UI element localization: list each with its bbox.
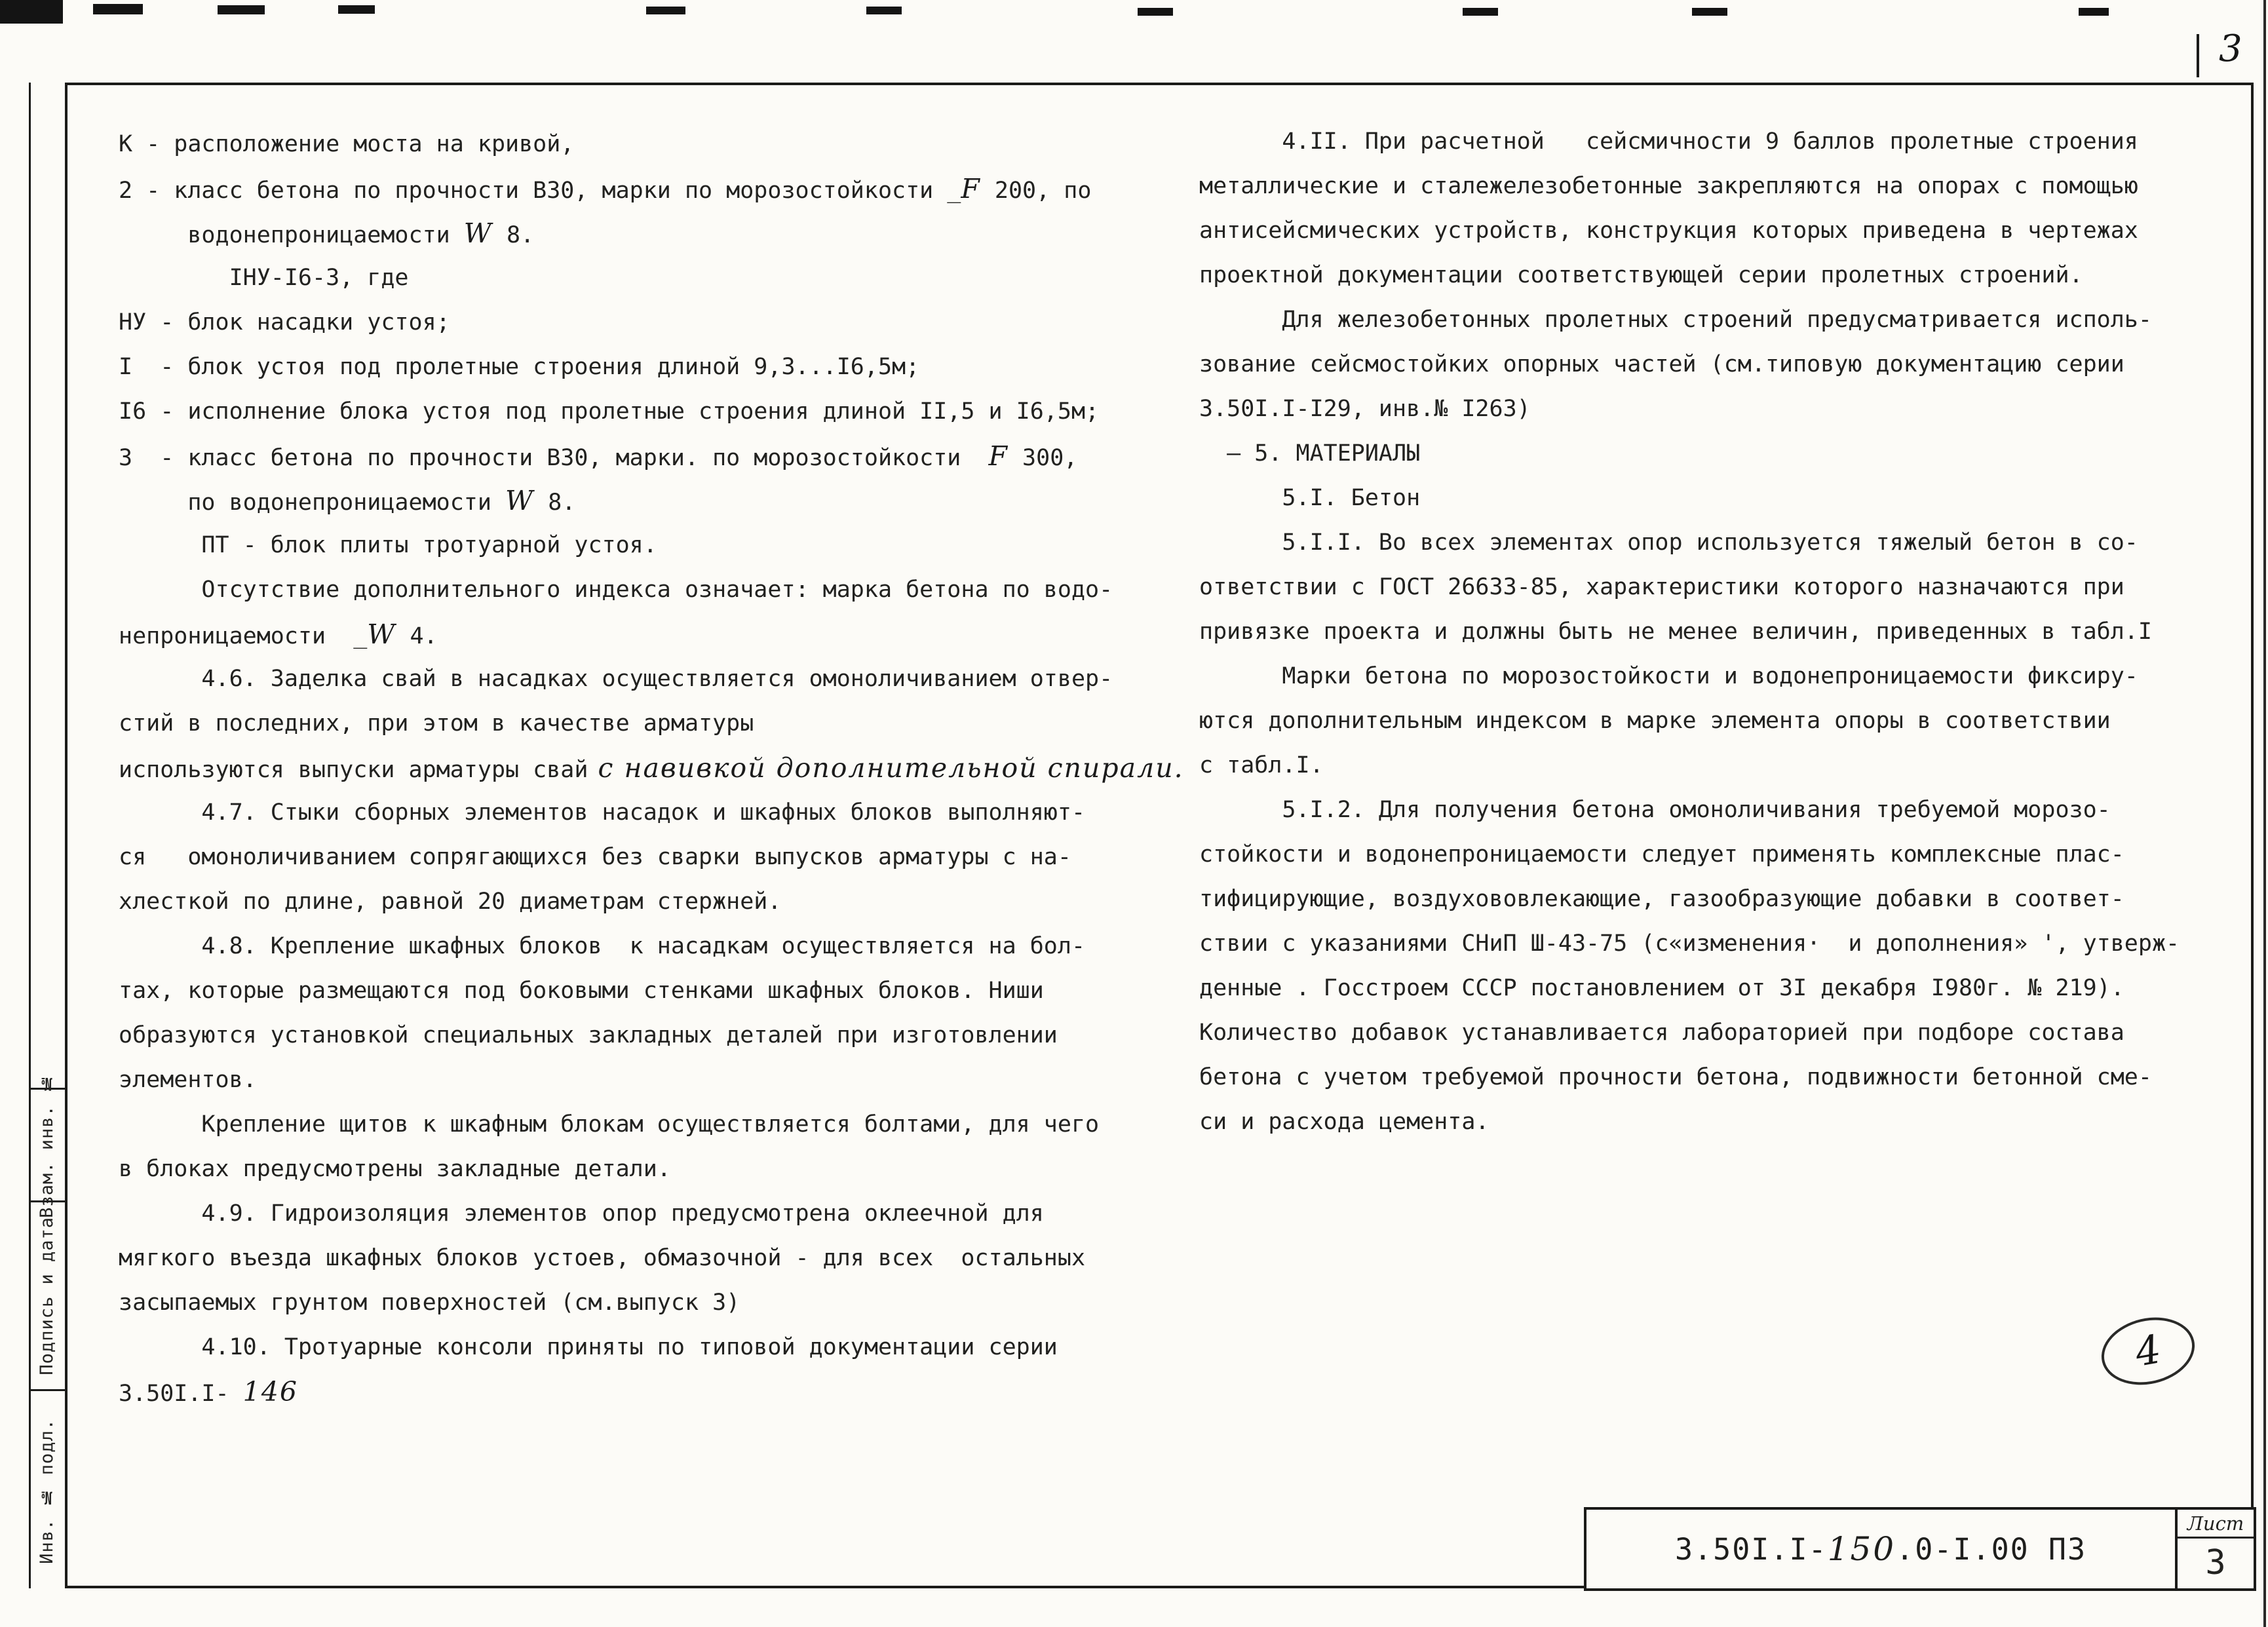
typed-text: непроницаемости _ bbox=[119, 623, 368, 649]
text-line bbox=[1199, 208, 2248, 253]
text-line bbox=[119, 256, 1167, 300]
typed-text: элементов. bbox=[119, 1067, 257, 1093]
title-block bbox=[1584, 1507, 2256, 1591]
typed-text: 3.50I.I-I29, инв.№ I263) bbox=[1199, 396, 1531, 422]
typed-text: I - блок устоя под пролетные строения длиной 9,3...I6,5м; bbox=[119, 354, 920, 380]
typed-text: антисейсмических устройств, конструкция которых приведена в чертежах bbox=[1199, 218, 2138, 244]
text-line bbox=[119, 1013, 1167, 1058]
text-line bbox=[119, 835, 1167, 879]
scan-mark bbox=[1692, 8, 1727, 16]
text-line bbox=[119, 1325, 1167, 1369]
text-line bbox=[119, 746, 1184, 790]
typed-text: 3.50I.I- bbox=[119, 1381, 243, 1407]
typed-text: образуются установкой специальных закладных деталей при изготовлении bbox=[119, 1022, 1058, 1048]
typed-text: Марки бетона по морозостойкости и водонепроницаемости фиксиру- bbox=[1199, 663, 2138, 689]
text-line bbox=[119, 523, 1167, 567]
text-line bbox=[119, 1369, 1167, 1414]
right-text-column bbox=[1199, 119, 2248, 1144]
text-line bbox=[1199, 164, 2248, 208]
typed-text: 300, bbox=[1008, 445, 1078, 471]
handwritten-text: W bbox=[463, 218, 493, 249]
frame-cell-vzam-inv bbox=[29, 1072, 65, 1218]
text-line bbox=[119, 1236, 1167, 1280]
handwritten-text: с навивкой дополнительной спирали. bbox=[588, 752, 1184, 784]
typed-text: Количество добавок устанавливается лабораторией при подборе состава bbox=[1199, 1020, 2124, 1046]
text-line bbox=[119, 122, 1167, 166]
typed-text: 5.I.2. Для получения бетона омоноличивания требуемой морозо- bbox=[1199, 797, 2111, 823]
text-line bbox=[1199, 476, 2248, 520]
corner-sheet-number: 3 bbox=[2219, 28, 2242, 70]
text-line bbox=[119, 612, 1167, 657]
typed-text: – 5. МАТЕРИАЛЫ bbox=[1199, 440, 1421, 467]
text-line bbox=[119, 1147, 1167, 1191]
handwritten-text: 146 bbox=[242, 1376, 298, 1407]
typed-text: используются выпуски арматуры свай bbox=[119, 757, 588, 783]
text-line bbox=[1199, 297, 2248, 342]
scan-mark bbox=[1138, 8, 1173, 16]
typed-text: 8. bbox=[492, 222, 535, 248]
text-line bbox=[1199, 609, 2248, 654]
text-line bbox=[119, 300, 1167, 345]
typed-text: I6 - исполнение блока устоя под пролетные строения длиной II,5 и I6,5м; bbox=[119, 398, 1100, 425]
sheet-box bbox=[2175, 1510, 2254, 1588]
text-line bbox=[119, 478, 1167, 523]
typed-text: засыпаемых грунтом поверхностей (см.выпуск 3) bbox=[119, 1290, 740, 1316]
typed-text: 3 - класс бетона по прочности В30, марки. по морозостойкости bbox=[119, 445, 989, 471]
scan-mark bbox=[1463, 8, 1498, 16]
scan-edge-line bbox=[2263, 0, 2266, 1627]
text-line bbox=[1199, 654, 2248, 699]
typed-text: стий в последних, при этом в качестве арматуры bbox=[119, 710, 754, 737]
typed-text: тифицирующие, воздуховoвлекающие, газообразующие добавки в соответ- bbox=[1199, 886, 2124, 912]
typed-text: Для железобетонных пролетных строений предусматривается исполь- bbox=[1199, 307, 2152, 333]
text-line bbox=[119, 166, 1167, 211]
typed-text: в блоках предусмотрены закладные детали. bbox=[119, 1156, 671, 1182]
typed-text: 4.9. Гидроизоляция элементов опор предусмотрена оклеечной для bbox=[119, 1200, 1044, 1227]
typed-text: металлические и сталежелезобетонные закрепляются на опорах с помощью bbox=[1199, 173, 2138, 199]
typed-text: 4.10. Тротуарные консоли приняты по типовой документации серии bbox=[119, 1334, 1058, 1360]
typed-text: зование сейсмостойких опорных частей (см.типовую документацию серии bbox=[1199, 351, 2124, 377]
typed-text: ответствии с ГОСТ 26633-85, характеристики которого назначаются при bbox=[1199, 574, 2124, 600]
scan-mark bbox=[646, 7, 685, 14]
typed-text: 5.I. Бетон bbox=[1199, 485, 1421, 511]
typed-text: денные . Госстроем СССР постановлением от 3I декабря I980г. № 219). bbox=[1199, 975, 2124, 1001]
typed-text: 2 - класс бетона по прочности В30, марки по морозостойкости _ bbox=[119, 178, 961, 204]
typed-text: 4.8. Крепление шкафных блоков к насадкам осуществляется на бол- bbox=[119, 933, 1086, 959]
typed-text: ются дополнительным индексом в марке элемента опоры в соответствии bbox=[1199, 708, 2111, 734]
scan-mark bbox=[338, 5, 375, 14]
sheet-value: 3 bbox=[2205, 1543, 2226, 1582]
scan-mark bbox=[2079, 8, 2109, 16]
text-line bbox=[119, 790, 1167, 835]
frame-cell-inv-podl bbox=[29, 1389, 65, 1591]
text-line bbox=[1199, 743, 2248, 788]
frame-cell-podpis-data bbox=[29, 1200, 65, 1389]
text-line bbox=[119, 389, 1167, 434]
typed-text: привязке проекта и должны быть не менее величин, приведенных в табл.I bbox=[1199, 619, 2152, 645]
typed-text: тах, которые размещаются под боковыми стенками шкафных блоков. Ниши bbox=[119, 978, 1044, 1004]
typed-text: К - расположение моста на кривой, bbox=[119, 131, 575, 157]
typed-text: 8. bbox=[534, 489, 576, 516]
sheet-label: Лист bbox=[2178, 1510, 2254, 1539]
handwritten-text: F bbox=[988, 440, 1009, 472]
text-line bbox=[1199, 1010, 2248, 1055]
typed-text: бетона с учетом требуемой прочности бетона, подвижности бетонной сме- bbox=[1199, 1064, 2152, 1090]
circled-number-value: 4 bbox=[2132, 1326, 2164, 1376]
text-line bbox=[119, 701, 1167, 746]
text-line bbox=[119, 567, 1167, 612]
text-line bbox=[119, 1102, 1167, 1147]
typed-text: ствии с указаниями СНиП Ш-43-75 (с«изменения· и дополнения» ', утверж- bbox=[1199, 930, 2180, 957]
typed-text: 5.I.I. Во всех элементах опор используется тяжелый бетон в со- bbox=[1199, 529, 2138, 556]
typed-text: НУ - блок насадки устоя; bbox=[119, 309, 450, 335]
typed-text: 4.6. Заделка свай в насадках осуществляется омоноличиванием отвер- bbox=[119, 666, 1113, 692]
typed-text: стойкости и водонепроницаемости следует применять комплексные плас- bbox=[1199, 841, 2124, 868]
typed-text: ПТ - блок плиты тротуарной устоя. bbox=[119, 532, 657, 558]
typed-text: 4.7. Стыки сборных элементов насадок и шкафных блоков выполняют- bbox=[119, 799, 1086, 826]
text-line bbox=[1199, 921, 2248, 966]
text-line bbox=[1199, 832, 2248, 877]
typed-text: 200, по bbox=[980, 178, 1092, 204]
text-line bbox=[119, 657, 1167, 701]
text-line bbox=[1199, 699, 2248, 743]
frame-label-podpis-data: Подпись и дата bbox=[37, 1216, 57, 1375]
text-line bbox=[119, 924, 1167, 968]
text-line bbox=[1199, 431, 2248, 476]
text-line bbox=[119, 968, 1167, 1013]
text-line bbox=[119, 1058, 1167, 1102]
scan-mark bbox=[866, 7, 902, 14]
text-line bbox=[1199, 877, 2248, 921]
typed-text: Крепление щитов к шкафным блокам осуществляется болтами, для чего bbox=[119, 1111, 1100, 1138]
text-line bbox=[1199, 1055, 2248, 1100]
text-line bbox=[1199, 788, 2248, 832]
document-number-handwritten: 150 bbox=[1827, 1530, 1896, 1568]
text-line bbox=[1199, 342, 2248, 387]
text-line bbox=[119, 1191, 1167, 1236]
text-line bbox=[1199, 1100, 2248, 1144]
typed-text: ся омоноличиванием сопрягающихся без сварки выпусков арматуры с на- bbox=[119, 844, 1071, 870]
text-line bbox=[1199, 966, 2248, 1010]
scan-mark bbox=[0, 0, 63, 24]
typed-text: хлесткой по длине, равной 20 диаметрам стержней. bbox=[119, 889, 782, 915]
document-number-prefix: 3.50I.I- bbox=[1674, 1531, 1828, 1567]
left-text-column bbox=[119, 122, 1184, 1414]
typed-text: по водонепроницаемости bbox=[119, 489, 506, 516]
typed-text: с табл.I. bbox=[1199, 752, 1324, 778]
text-line bbox=[1199, 520, 2248, 565]
document-number bbox=[1586, 1510, 2175, 1588]
text-line bbox=[1199, 387, 2248, 431]
typed-text: IНУ-I6-3, где bbox=[119, 265, 409, 291]
typed-text: 4. bbox=[396, 623, 438, 649]
typed-text: водонепроницаемости bbox=[119, 222, 464, 248]
text-line bbox=[1199, 565, 2248, 609]
typed-text: проектной документации соответствующей серии пролетных строений. bbox=[1199, 262, 2083, 288]
text-line bbox=[119, 211, 1167, 256]
text-line bbox=[1199, 253, 2248, 297]
text-line bbox=[119, 345, 1167, 389]
typed-text: 4.II. При расчетной сейсмичности 9 баллов пролетные строения bbox=[1199, 128, 2138, 155]
text-line bbox=[119, 434, 1167, 478]
frame-label-vzam-inv: Взам. инв. № bbox=[37, 1072, 57, 1218]
handwritten-text: W bbox=[367, 619, 396, 650]
handwritten-text: W bbox=[505, 485, 535, 516]
document-number-suffix: .0-I.00 ПЗ bbox=[1896, 1531, 2087, 1567]
typed-text: си и расхода цемента. bbox=[1199, 1109, 1490, 1135]
text-line bbox=[119, 879, 1167, 924]
text-line bbox=[119, 1280, 1167, 1325]
corner-tick-line bbox=[2197, 34, 2199, 77]
typed-text: мягкого въезда шкафных блоков устоев, обмазочной - для всех остальных bbox=[119, 1245, 1086, 1271]
scan-mark bbox=[218, 5, 265, 14]
frame-label-inv-podl: Инв. № подл. bbox=[37, 1418, 57, 1564]
handwritten-text: F bbox=[961, 173, 981, 204]
typed-text: Отсутствие дополнительного индекса означает: марка бетона по водо- bbox=[119, 577, 1113, 603]
scan-mark bbox=[93, 4, 143, 14]
text-line bbox=[1199, 119, 2248, 164]
